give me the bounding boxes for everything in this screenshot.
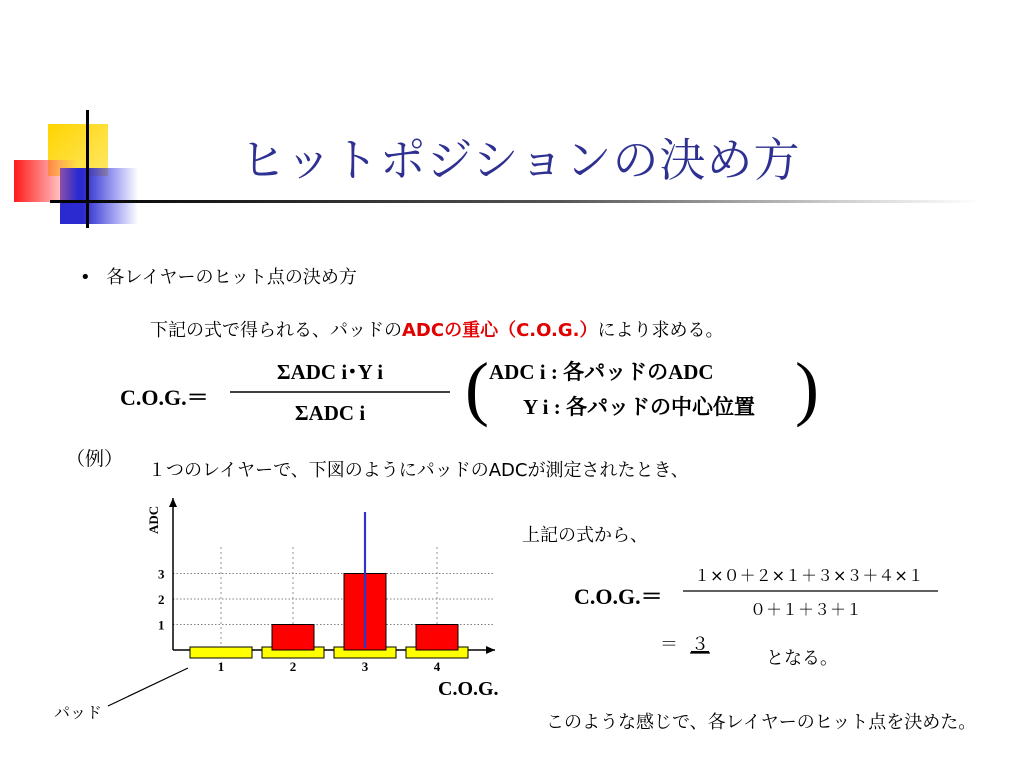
formula-def-y: Y i : 各パッドの中心位置 bbox=[523, 395, 755, 419]
bullet-marker: • bbox=[80, 267, 91, 288]
calc-equals: ＝ bbox=[660, 634, 678, 655]
deco-vertical-line bbox=[86, 110, 89, 228]
cog-formula bbox=[100, 340, 840, 440]
formula-denominator: ΣADC i bbox=[294, 401, 366, 425]
deco-square-red bbox=[14, 160, 78, 202]
example-label: （例） bbox=[66, 448, 124, 470]
pad-rect bbox=[190, 647, 252, 658]
formula-def-adc: ADC i : 各パッドのADC bbox=[489, 360, 714, 384]
intro-highlight: ADCの重心（C.O.G.） bbox=[402, 320, 598, 341]
pad-callout-label: パッド bbox=[54, 703, 103, 722]
y-axis-label: ADC bbox=[146, 505, 161, 534]
y-tick-label: 2 bbox=[158, 592, 165, 607]
example-text: １つのレイヤーで、下図のようにパッドのADCが測定されたとき、 bbox=[148, 460, 689, 481]
adc-bar bbox=[416, 625, 458, 651]
formula-paren-left: ( bbox=[465, 348, 489, 428]
formula-lhs: C.O.G.＝ bbox=[120, 385, 209, 410]
intro-sentence bbox=[150, 316, 724, 342]
formula-numerator: ΣADC i･Y i bbox=[276, 360, 384, 384]
intro-prefix: 下記の式で得られる、パッドの bbox=[150, 320, 402, 341]
calc-numerator: １×０＋２×１＋３×３＋４×１ bbox=[694, 566, 924, 585]
x-tick-label: 1 bbox=[217, 659, 225, 674]
x-axis-arrowhead bbox=[486, 646, 495, 654]
x-tick-label: 2 bbox=[289, 659, 297, 674]
y-tick-label: 1 bbox=[158, 617, 165, 633]
adc-bar bbox=[272, 625, 314, 651]
page-title: ヒットポジションの決め方 bbox=[240, 133, 801, 187]
calc-result: ３ bbox=[691, 634, 709, 655]
x-tick-label: 4 bbox=[433, 659, 441, 674]
y-tick-label: 3 bbox=[158, 566, 165, 582]
calc-suffix: となる。 bbox=[766, 648, 838, 669]
x-tick-label: 3 bbox=[361, 659, 369, 674]
calc-denominator: ０＋１＋３＋１ bbox=[749, 600, 863, 619]
closing-sentence: このような感じで、各レイヤーのヒット点を決めた。 bbox=[546, 712, 977, 733]
cog-label: C.O.G. bbox=[438, 678, 499, 700]
bullet-item bbox=[80, 263, 357, 289]
cog-calculation bbox=[570, 560, 950, 670]
pad-callout-arrow bbox=[100, 665, 200, 715]
bullet-text: 各レイヤーのヒット点の決め方 bbox=[106, 267, 357, 288]
intro-suffix: により求める。 bbox=[597, 320, 724, 341]
y-axis-arrowhead bbox=[169, 498, 177, 507]
calc-lhs: C.O.G.＝ bbox=[574, 584, 663, 609]
calc-intro: 上記の式から、 bbox=[522, 525, 648, 546]
formula-paren-right: ) bbox=[795, 348, 819, 428]
title-underline bbox=[50, 200, 980, 203]
